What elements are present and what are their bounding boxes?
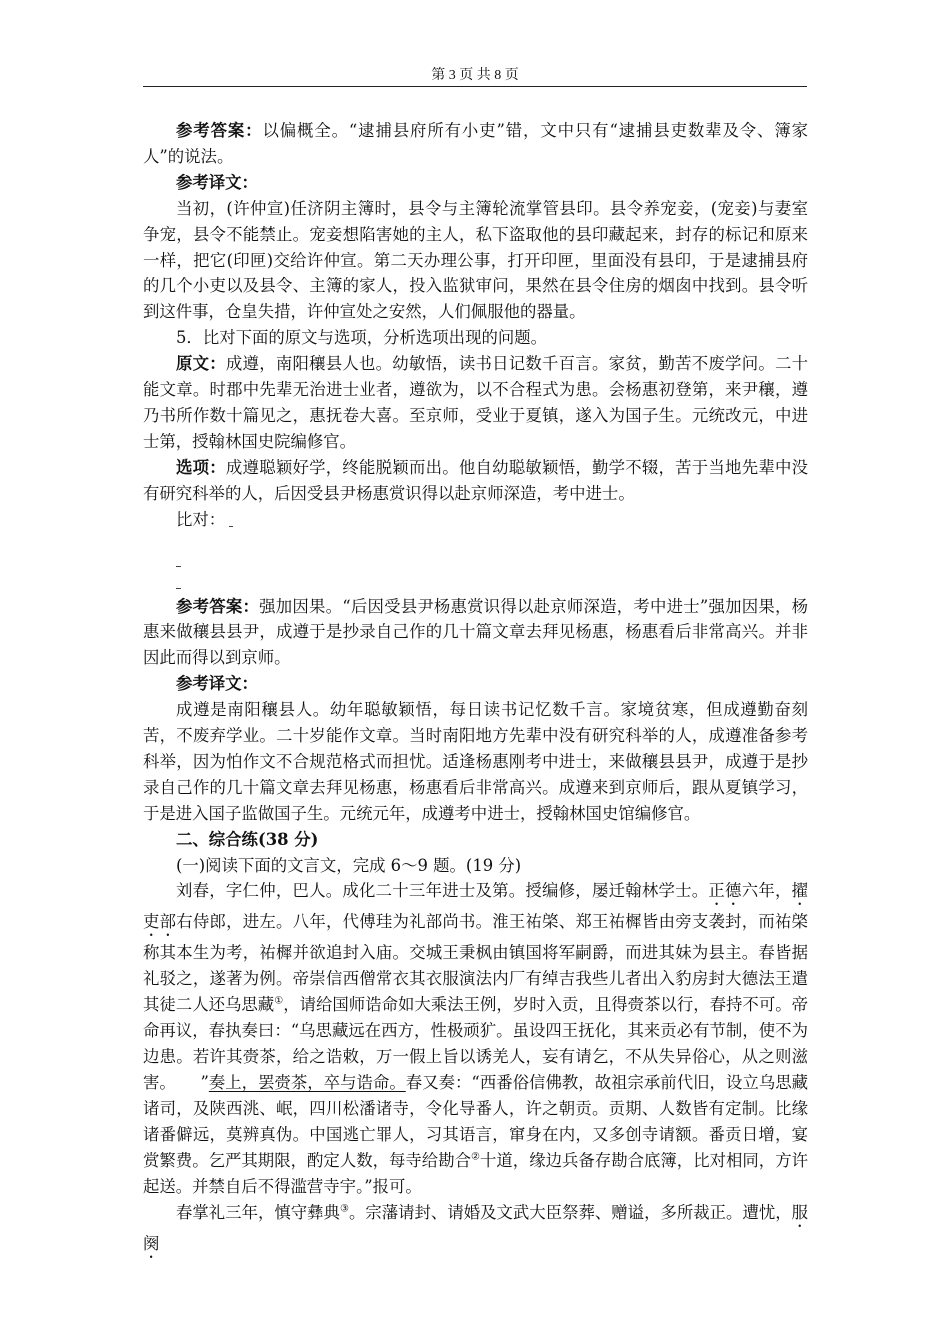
q4-translation-text: 当初，(许仲宣)任济阴主簿时，县令与主簿轮流掌管县印。县令养宠妾，(宠妾)与妻室争宠，县令不能禁止。宠妾想陷害她的主人，私下盗取他的县印藏起来，封存的标记和原来一样，把它(印匣)交给许仲宣。第二天办理公事，打开印匣，里面没有县印，于是逮捕县府的几个小吏以及县令、主簿的家人，投入监狱审问，果然在县令住房的烟囱中找到。县令听到这件事，仓皇失措，许仲宣处之安然，人们佩服他的器量。 — [143, 198, 808, 322]
passage-text: 十道，缘边兵备存勘合底簿，比对相同，方许起送。并禁自后不得滥营寺宇。”报可。 — [143, 1150, 809, 1196]
dotted-term: 正德 — [708, 881, 742, 901]
passage-text: 刘春，字仁仲，巴人。成化二十三年进士及第。授编修，屡迁翰林学士。 — [176, 881, 709, 901]
q5-answer-label: 参考答案： — [176, 596, 260, 616]
passage-text: ，请给国师诰命如大乘法王例，岁时入贡，且得赍茶以行，春持不可。帝命再议，春执奏曰：“乌思藏远在西方，性极顽犷。虽设四王抚化，其来贡必有节制，使不为边患。若许其赍茶，给之诰敕，万一假上旨以诱羌人，妄有请乞，不从失异俗心，从之则滋害。 ” — [143, 995, 809, 1092]
answer-blank-mark — [229, 512, 233, 527]
q4-answer-text: 以偏概全。“逮捕县府所有小吏”错，文中只有“逮捕县吏数辈及令、簿家人”的说法。 — [143, 121, 809, 166]
q5-option-label: 选项： — [176, 457, 226, 477]
footnote-marker: ① — [274, 995, 284, 1007]
document-body — [143, 118, 808, 1262]
q5-original — [143, 351, 808, 455]
dotted-term: 擢吏部 — [143, 881, 809, 932]
passage-text: 六年， — [741, 881, 792, 901]
q5-original-label: 原文： — [176, 354, 226, 374]
q5-answer — [143, 594, 808, 672]
page-number-label: 第 3 页 共 8 页 — [431, 68, 519, 83]
q4-answer — [143, 118, 808, 170]
answer-blank-mark — [176, 552, 181, 567]
q5-answer-text: 强加因果。“后因受县尹杨惠赏识得以赴京师深造，考中进士”强加因果，杨惠来做穰县县尹，成遵于是抄录自己作的几十篇文章去拜见杨惠，杨惠看后非常高兴。并非因此而得以到京师。 — [143, 596, 808, 668]
passage-text: 春又奏：“西番俗信佛教，故祖宗承前代旧，设立乌思藏诸司，及陕西洮、岷，四川松潘诸寺，令化导番人，许之朝贡。贡期、人数皆有定制。比缘诸番僻远，莫辨真伪。中国逃亡罪人，习其语言，窜身在内，又多创寺请额。番贡日增，宴赏繁费。乞严其期限，酌定人数，每寺给勘合 — [143, 1073, 809, 1170]
answer-blank-line — [143, 550, 808, 572]
section-title: 二、综合练(38 分) — [176, 829, 319, 849]
page-header — [0, 64, 950, 84]
header-rule — [143, 86, 807, 87]
q4-answer-label: 参考答案： — [176, 121, 263, 140]
footnote-marker: ③ — [339, 1203, 349, 1215]
passage-paragraph — [143, 878, 808, 1199]
footnote-marker: ② — [471, 1151, 480, 1163]
passage-text: 春掌礼三年，慎守彝典 — [176, 1202, 340, 1222]
q5-translation-text: 成遵是南阳穰县人。幼年聪敏颖悟，每日读书记忆数千言。家境贫寒，但成遵勤奋刻苦，不废弃学业。二十岁能作文章。当时南阳地方先辈中没有研究科举的人，成遵准备参考科举，因为怕作文不合规范格式而担忧。适逢杨惠刚考中进士，来做穰县县尹，成遵于是抄录自己作的几十篇文章去拜见杨惠，杨惠看后非常高兴。成遵来到京师后，跟从夏镇学习，于是进入国子监做国子生。元统元年，成遵考中进士，授翰林国史馆编修官。 — [143, 700, 808, 823]
q5-question: 5．比对下面的原文与选项，分析选项出现的问题。 — [176, 328, 548, 348]
answer-space — [143, 533, 808, 550]
passage-text: 。宗藩请封、请婚及文武大臣祭葬、赠谥，多所裁正。遭忧， — [348, 1202, 792, 1222]
q5-translation-label: 参考译文： — [176, 674, 258, 694]
q5-option-text: 成遵聪颖好学，终能脱颖而出。他自幼聪敏颖悟，勤学不辍，苦于当地先辈中没有研究科举的人，后因受县尹杨惠赏识得以赴京师深造，考中进士。 — [143, 457, 809, 503]
underlined-sentence: 奏上，罢赍茶，卒与诰命。 — [208, 1073, 406, 1092]
q4-translation-label: 参考译文： — [176, 172, 258, 192]
passage-paragraph — [143, 1200, 808, 1262]
q5-compare — [143, 507, 808, 533]
passage-text: 右侍郎，进左。八年，代傅珪为礼部尚书。淮王祐棨、郑王祐樨皆由旁支袭封，而祐棨称其本生为考，祐樨并欲追封入庙。交城王秉枫由镇国将军嗣爵，而进其妹为县主。春皆据礼驳之，遂著为例。帝崇信西僧常衣其衣服演法内厂有绰吉我些儿者出入豹房封大德法王遣其徒二人还乌思藏 — [143, 912, 809, 1015]
q5-compare-label: 比对： — [176, 509, 226, 529]
q5-original-text: 成遵，南阳穰县人也。幼敏悟，读书日记数千百言。家贫，勤苦不废学问。二十能文章。时郡中先辈无治进士业者，遵欲为，以不合程式为患。会杨惠初登第，来尹穰，遵乃书所作数十篇见之，惠抚卷大喜。至京师，受业于夏镇，遂入为国子生。元统改元，中进士第，授翰林国史院编修官。 — [143, 354, 809, 451]
answer-blank-line — [143, 572, 808, 594]
passage-instruction: (一)阅读下面的文言文，完成 6～9 题。(19 分) — [176, 855, 522, 875]
answer-blank-mark — [176, 574, 181, 589]
dotted-term: 服阕 — [143, 1202, 809, 1253]
q5-option — [143, 455, 808, 507]
